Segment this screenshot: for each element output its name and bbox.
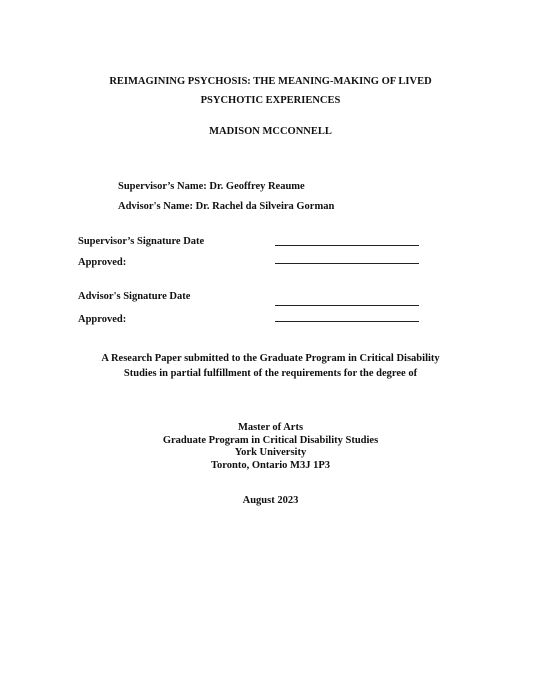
program-name: Graduate Program in Critical Disability Studies bbox=[162, 435, 379, 446]
author-name: MADISON MCCONNELL bbox=[209, 126, 332, 137]
advisor-signature-label: Advisor's Signature Date bbox=[78, 291, 191, 302]
submission-line-1: A Research Paper submitted to the Graduate Program in Critical Disability bbox=[101, 353, 440, 364]
university-location: Toronto, Ontario M3J 1P3 bbox=[210, 460, 330, 471]
supervisor-approved-line bbox=[275, 263, 419, 264]
title-line-2: PSYCHOTIC EXPERIENCES bbox=[200, 95, 341, 106]
supervisor-approved-label: Approved: bbox=[78, 257, 127, 268]
supervisor-signature-line bbox=[275, 245, 419, 246]
submission-date: August 2023 bbox=[242, 495, 299, 506]
advisor-approved-label: Approved: bbox=[78, 314, 127, 325]
submission-line-2: Studies in partial fulfillment of the requirements for the degree of bbox=[123, 368, 418, 379]
university-name: York University bbox=[234, 447, 307, 458]
advisor-approved-line bbox=[275, 321, 419, 322]
supervisor-signature-label: Supervisor’s Signature Date bbox=[78, 236, 205, 247]
advisor-signature-line bbox=[275, 305, 419, 306]
supervisor-name: Supervisor’s Name: Dr. Geoffrey Reaume bbox=[118, 181, 305, 192]
advisor-name: Advisor's Name: Dr. Rachel da Silveira Gorman bbox=[118, 201, 335, 212]
degree-name: Master of Arts bbox=[237, 422, 304, 433]
title-line-1: REIMAGINING PSYCHOSIS: THE MEANING-MAKING OF LIVED bbox=[109, 76, 432, 87]
